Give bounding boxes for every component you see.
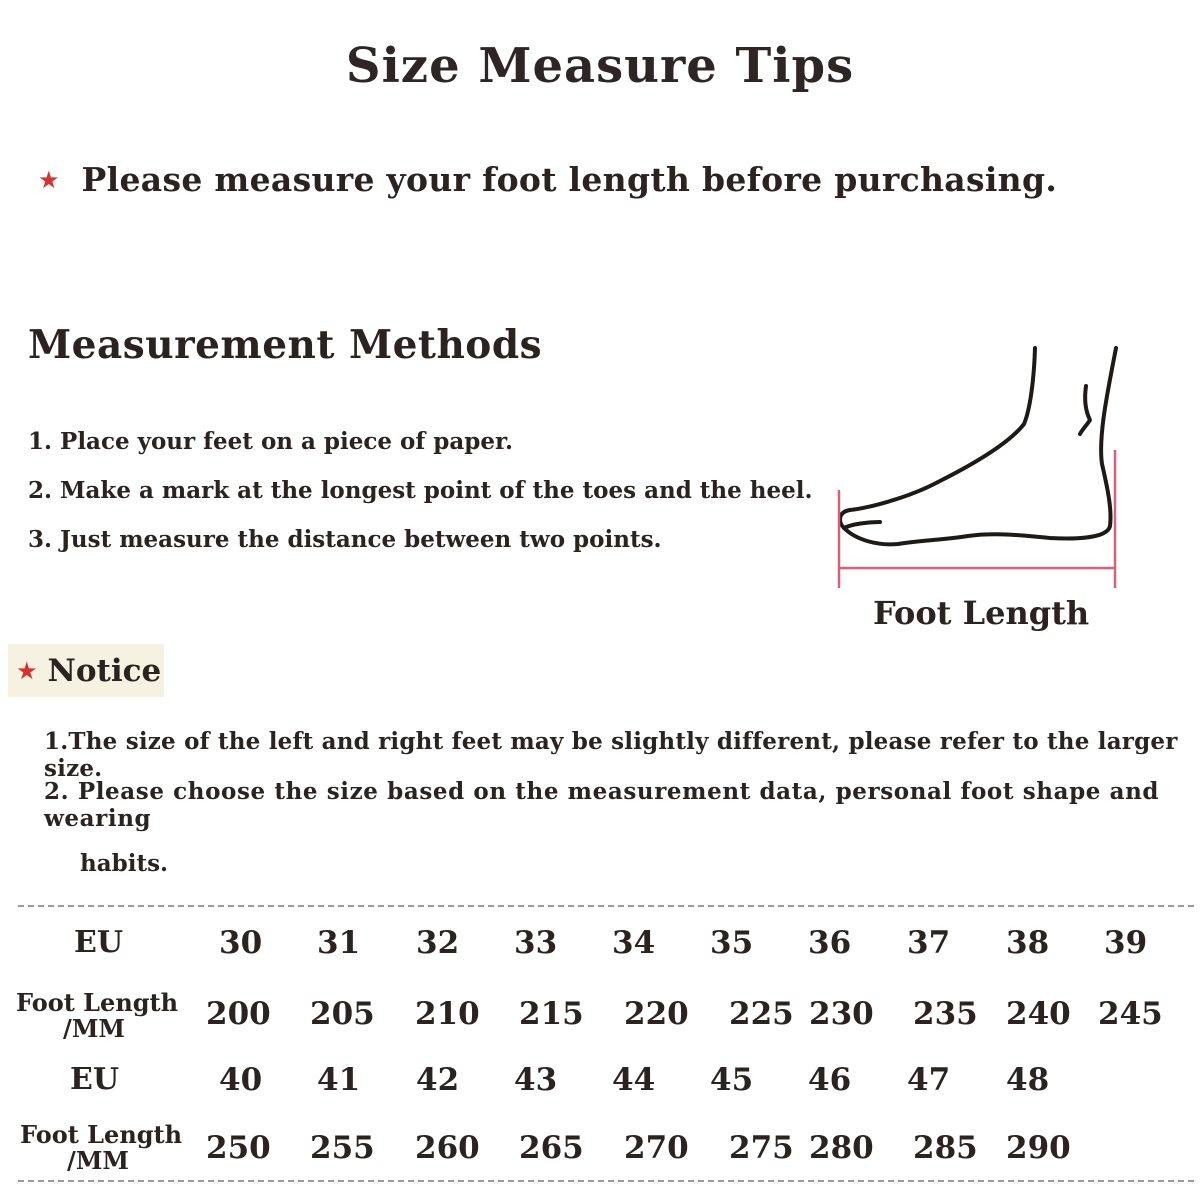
size-cell: 38 xyxy=(1006,925,1050,961)
length-cell: 275 xyxy=(729,1130,794,1166)
length-cell: 210 xyxy=(415,996,480,1032)
eu-row-label: EU xyxy=(70,1062,120,1097)
size-cell: 46 xyxy=(808,1062,852,1098)
size-cell: 41 xyxy=(317,1062,361,1098)
notice-item-1: 1.The size of the left and right feet may be slightly different, please refer to the larger size. xyxy=(44,728,1178,782)
size-cell: 44 xyxy=(612,1062,656,1098)
length-cell: 270 xyxy=(624,1130,689,1166)
notice-badge xyxy=(8,644,164,697)
methods-steps xyxy=(28,428,813,575)
eu-row-label: EU xyxy=(74,925,124,960)
size-cell: 33 xyxy=(514,925,558,961)
notice-item-2: 2. Please choose the size based on the measurement data, personal foot shape and wearing xyxy=(44,778,1160,832)
length-cell: 230 xyxy=(809,996,874,1032)
size-cell: 45 xyxy=(710,1062,754,1098)
foot-length-label: Foot Length xyxy=(873,594,1090,632)
foot-length-label-line2: /MM xyxy=(67,1146,129,1175)
size-cell: 37 xyxy=(907,925,951,961)
size-cell: 31 xyxy=(317,925,361,961)
size-cell: 36 xyxy=(808,925,852,961)
foot-length-label-line1: Foot Length xyxy=(20,1120,183,1149)
step-3: 3. Just measure the distance between two points. xyxy=(28,526,662,553)
size-cell: 34 xyxy=(612,925,656,961)
foot-length-row-label xyxy=(16,988,179,1043)
foot-length-row-label xyxy=(20,1120,183,1175)
length-cell: 255 xyxy=(310,1130,375,1166)
length-cell: 285 xyxy=(913,1130,978,1166)
methods-heading: Measurement Methods xyxy=(28,322,543,368)
length-cell: 290 xyxy=(1006,1130,1071,1166)
length-cell: 235 xyxy=(913,996,978,1032)
notice-item-2-continued: habits. xyxy=(80,850,169,877)
ankle-detail xyxy=(1080,386,1090,434)
notice-items xyxy=(44,728,1184,877)
length-cell: 215 xyxy=(519,996,584,1032)
star-icon: ★ xyxy=(16,656,38,685)
size-cell: 43 xyxy=(514,1062,558,1098)
size-cell: 32 xyxy=(416,925,460,961)
size-cell: 48 xyxy=(1006,1062,1050,1098)
foot-length-label-line1: Foot Length xyxy=(16,988,179,1017)
table-bottom-divider xyxy=(18,1180,1194,1182)
size-cell: 47 xyxy=(907,1062,951,1098)
length-cell: 245 xyxy=(1098,996,1163,1032)
length-cell: 200 xyxy=(206,996,271,1032)
page-title: Size Measure Tips xyxy=(345,38,855,94)
size-cell: 35 xyxy=(710,925,754,961)
toe-detail xyxy=(844,522,880,528)
length-cell: 280 xyxy=(809,1130,874,1166)
size-cell: 42 xyxy=(416,1062,460,1098)
tip-row xyxy=(38,160,1057,199)
foot-length-label-line2: /MM xyxy=(63,1014,125,1043)
step-1: 1. Place your feet on a piece of paper. xyxy=(28,428,513,455)
size-cell: 30 xyxy=(219,925,263,961)
length-cell: 265 xyxy=(519,1130,584,1166)
notice-label: Notice xyxy=(47,652,162,689)
length-cell: 205 xyxy=(310,996,375,1032)
table-top-divider xyxy=(18,905,1194,907)
length-cell: 250 xyxy=(206,1130,271,1166)
tip-text: Please measure your foot length before purchasing. xyxy=(81,160,1058,199)
star-icon: ★ xyxy=(38,165,60,194)
size-cell: 40 xyxy=(219,1062,263,1098)
length-cell: 240 xyxy=(1006,996,1071,1032)
foot-diagram xyxy=(828,340,1128,600)
length-cell: 220 xyxy=(624,996,689,1032)
length-cell: 225 xyxy=(729,996,794,1032)
step-2: 2. Make a mark at the longest point of the toes and the heel. xyxy=(28,477,813,504)
size-cell: 39 xyxy=(1104,925,1148,961)
foot-outline xyxy=(840,348,1116,544)
length-cell: 260 xyxy=(415,1130,480,1166)
